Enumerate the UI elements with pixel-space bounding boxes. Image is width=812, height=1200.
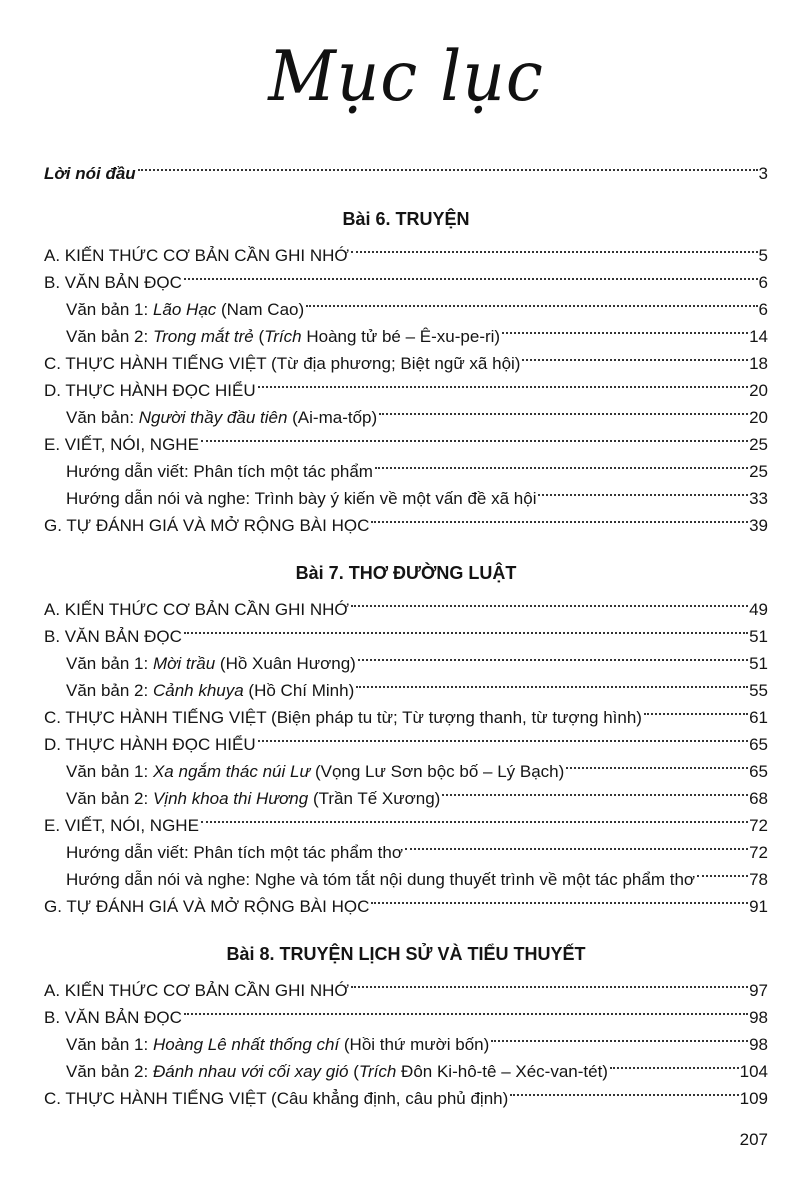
italic-title: Lão Hạc	[152, 300, 217, 319]
label-text: C. THỰC HÀNH TIẾNG VIỆT (Từ địa phương; Biệt ngữ xã hội)	[44, 354, 521, 373]
label-text: B. VĂN BẢN ĐỌC	[44, 1008, 182, 1027]
toc-entry-page: 49	[749, 600, 768, 619]
label-text: Hoàng tử bé – Ê-xu-pe-ri)	[301, 327, 501, 346]
toc-entry-page: 72	[749, 843, 768, 862]
label-text: Văn bản 2:	[66, 1062, 153, 1081]
toc-entry-page: 14	[749, 327, 768, 346]
dot-leader	[510, 1077, 738, 1104]
dot-leader	[644, 696, 748, 723]
italic-title: Người thầy đầu tiên	[138, 408, 288, 427]
italic-title: Vịnh khoa thi Hương	[152, 789, 309, 808]
toc-entry-page: 98	[749, 1035, 768, 1054]
label-text: (Hồ Xuân Hương)	[215, 654, 356, 673]
toc-entry-page: 25	[749, 435, 768, 454]
toc-entry-label	[66, 1031, 491, 1058]
label-text: Văn bản 1:	[66, 1035, 153, 1054]
toc-entry-page: 51	[749, 627, 768, 646]
table-of-contents	[44, 150, 768, 1108]
lesson-heading: Bài 6. TRUYỆN	[342, 209, 470, 229]
toc-entry-label	[44, 512, 371, 539]
toc-entry-label	[66, 296, 306, 323]
dot-leader	[371, 504, 748, 531]
dot-leader	[442, 777, 748, 804]
label-text: G. TỰ ĐÁNH GIÁ VÀ MỞ RỘNG BÀI HỌC	[44, 516, 370, 535]
label-text: Văn bản 2:	[66, 789, 153, 808]
toc-entry-label	[66, 839, 405, 866]
label-text: Hướng dẫn viết: Phân tích một tác phẩm	[66, 462, 373, 481]
italic-title: Cảnh khuya	[152, 681, 244, 700]
toc-entry[interactable]	[44, 588, 768, 619]
toc-entry-label	[44, 893, 371, 920]
label-text: D. THỰC HÀNH ĐỌC HIỂU	[44, 735, 256, 754]
dot-leader	[351, 969, 748, 996]
toc-entry-page: 6	[758, 300, 768, 319]
label-text: Văn bản 2:	[66, 681, 153, 700]
toc-entry-label	[44, 377, 258, 404]
italic-title: Đánh nhau với cối xay gió	[152, 1062, 349, 1081]
dot-leader	[258, 369, 748, 396]
page-number: 207	[739, 1130, 768, 1149]
dot-leader	[184, 996, 748, 1023]
toc-entry-label	[66, 458, 375, 485]
dot-leader	[201, 804, 748, 831]
dot-leader	[306, 288, 757, 315]
lesson-heading: Bài 7. THƠ ĐƯỜNG LUẬT	[295, 563, 517, 583]
label-text: (Ai-ma-tốp)	[287, 408, 378, 427]
toc-entry-page: 25	[749, 462, 768, 481]
toc-entry-page: 6	[758, 273, 768, 292]
toc-entry-page: 78	[749, 870, 768, 889]
toc-entry-page: 68	[749, 789, 768, 808]
italic-title: Xa ngắm thác núi Lư	[152, 762, 311, 781]
label-text: (	[348, 1062, 359, 1081]
dot-leader	[375, 450, 748, 477]
label-text: A. KIẾN THỨC CƠ BẢN CẦN GHI NHỚ	[44, 600, 350, 619]
toc-entry-page: 109	[739, 1089, 768, 1108]
label-text: Hướng dẫn viết: Phân tích một tác phẩm thơ	[66, 843, 404, 862]
italic-title: Trong mắt trẻ	[152, 327, 254, 346]
dot-leader	[358, 642, 748, 669]
toc-entry-page: 39	[749, 516, 768, 535]
toc-entry-label	[44, 431, 201, 458]
toc-entry-page: 65	[749, 762, 768, 781]
lesson-heading: Bài 8. TRUYỆN LỊCH SỬ VÀ TIỂU THUYẾT	[226, 944, 586, 964]
toc-entry-page: 55	[749, 681, 768, 700]
label-text: E. VIẾT, NÓI, NGHE	[44, 816, 199, 835]
toc-entry-page: 3	[758, 164, 768, 183]
dot-leader	[538, 477, 748, 504]
dot-leader	[697, 858, 748, 885]
toc-entry-page: 98	[749, 1008, 768, 1027]
toc-entry-page: 18	[749, 354, 768, 373]
toc-entry-page: 91	[749, 897, 768, 916]
label-text: C. THỰC HÀNH TIẾNG VIỆT (Câu khẳng định, câu phủ định)	[44, 1089, 509, 1108]
toc-entry-page: 5	[758, 246, 768, 265]
label-text: G. TỰ ĐÁNH GIÁ VÀ MỞ RỘNG BÀI HỌC	[44, 897, 370, 916]
dot-leader	[351, 588, 748, 615]
label-text: Văn bản:	[66, 408, 139, 427]
dot-leader	[258, 723, 748, 750]
toc-entry-label	[44, 1085, 510, 1112]
dot-leader	[610, 1050, 739, 1077]
lesson-section	[44, 204, 768, 535]
toc-entry-page: 72	[749, 816, 768, 835]
label-text: Hướng dẫn nói và nghe: Nghe và tóm tắt nội dung thuyết trình về một tác phẩm thơ	[66, 870, 696, 889]
italic-title: Mời trầu	[152, 654, 216, 673]
toc-entry-label	[44, 731, 258, 758]
dot-leader	[379, 396, 748, 423]
toc-entry-page: 97	[749, 981, 768, 1000]
toc-entry-page: 61	[749, 708, 768, 727]
dot-leader	[502, 315, 748, 342]
lesson-section	[44, 558, 768, 916]
toc-entry-intro[interactable]	[44, 152, 768, 183]
dot-leader	[356, 669, 748, 696]
toc-entry-label	[44, 623, 184, 650]
label-text: (Trần Tế Xương)	[308, 789, 441, 808]
label-text: (Hồi thứ mười bốn)	[339, 1035, 490, 1054]
dot-leader	[405, 831, 748, 858]
label-text: (	[253, 327, 265, 346]
lesson-list	[44, 204, 768, 1108]
toc-entry-label	[66, 323, 502, 350]
toc-entry-page: 20	[749, 381, 768, 400]
label-text: (Nam Cao)	[216, 300, 305, 319]
label-text: (Hồ Chí Minh)	[243, 681, 355, 700]
label-text: B. VĂN BẢN ĐỌC	[44, 273, 182, 292]
toc-entry-label	[44, 812, 201, 839]
label-text: Hướng dẫn nói và nghe: Trình bày ý kiến về một vấn đề xã hội	[66, 489, 537, 508]
label-text: Văn bản 1:	[66, 762, 153, 781]
italic-title: Trích	[264, 327, 302, 346]
toc-entry-label	[44, 1004, 184, 1031]
dot-leader	[491, 1023, 748, 1050]
dot-leader	[371, 885, 748, 912]
dot-leader	[201, 423, 748, 450]
label-text: Văn bản 2:	[66, 327, 153, 346]
page-title: Mục lục	[268, 36, 544, 117]
toc-entry[interactable]	[44, 969, 768, 1000]
toc-entry-label: Lời nói đầu	[44, 164, 136, 183]
label-text: Văn bản 1:	[66, 300, 153, 319]
label-text: Văn bản 1:	[66, 654, 153, 673]
toc-entry-label	[66, 650, 358, 677]
label-text: A. KIẾN THỨC CƠ BẢN CẦN GHI NHỚ	[44, 246, 350, 265]
italic-title: Hoàng Lê nhất thống chí	[152, 1035, 340, 1054]
toc-entry-label	[44, 269, 184, 296]
label-text: D. THỰC HÀNH ĐỌC HIỂU	[44, 381, 256, 400]
toc-entry-label	[66, 677, 356, 704]
dot-leader	[184, 615, 748, 642]
dot-leader	[566, 750, 748, 777]
dot-leader	[522, 342, 748, 369]
lesson-section	[44, 939, 768, 1108]
toc-entry-page: 104	[739, 1062, 768, 1081]
toc-entry[interactable]	[44, 234, 768, 265]
toc-entry-page: 51	[749, 654, 768, 673]
toc-entry-page: 33	[749, 489, 768, 508]
label-text: (Vọng Lư Sơn bộc bố – Lý Bạch)	[310, 762, 565, 781]
toc-entry-page: 65	[749, 735, 768, 754]
label-text: Đôn Ki-hô-tê – Xéc-van-tét)	[396, 1062, 608, 1081]
italic-title: Trích	[358, 1062, 397, 1081]
dot-leader	[351, 234, 758, 261]
dot-leader	[138, 152, 758, 179]
label-text: B. VĂN BẢN ĐỌC	[44, 627, 182, 646]
label-text: A. KIẾN THỨC CƠ BẢN CẦN GHI NHỚ	[44, 981, 350, 1000]
toc-entry-page: 20	[749, 408, 768, 427]
label-text: E. VIẾT, NÓI, NGHE	[44, 435, 199, 454]
dot-leader	[184, 261, 758, 288]
label-text: C. THỰC HÀNH TIẾNG VIỆT (Biện pháp tu từ; Từ tượng thanh, từ tượng hình)	[44, 708, 642, 727]
